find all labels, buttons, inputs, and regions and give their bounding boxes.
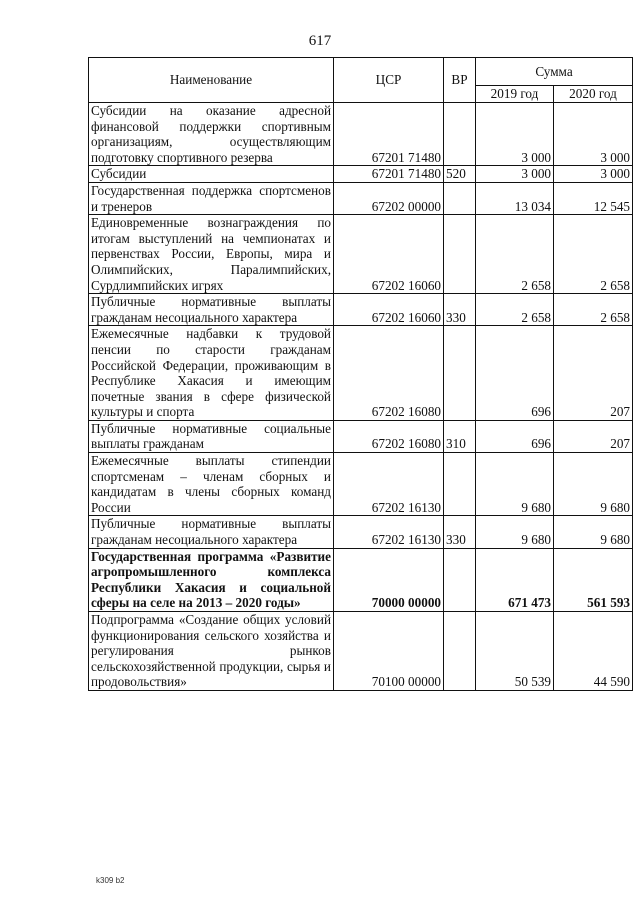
row-vr [444, 103, 476, 166]
row-name: Ежемесячные надбавки к трудовой пенсии по старости гражданам Российской Федерации, проживающим в Республике Хакасия и имеющим почетные звания в сфере физической культуры и спорта [89, 326, 334, 421]
row-sum-2019: 13 034 [476, 182, 554, 214]
row-csr: 70100 00000 [334, 612, 444, 691]
row-csr: 70000 00000 [334, 548, 444, 611]
table-row [89, 166, 633, 183]
row-sum-2019: 3 000 [476, 103, 554, 166]
row-vr [444, 215, 476, 294]
row-vr [444, 453, 476, 516]
row-name: Государственная программа «Развитие агропромышленного комплекса Республики Хакасия и социальной сферы на селе на 2013 – 2020 годы» [89, 548, 334, 611]
row-name: Публичные нормативные выплаты гражданам несоциального характера [89, 516, 334, 548]
row-vr [444, 326, 476, 421]
row-vr: 310 [444, 420, 476, 452]
table-row [89, 453, 633, 516]
row-sum-2019: 9 680 [476, 516, 554, 548]
row-csr: 67202 00000 [334, 182, 444, 214]
budget-table [88, 57, 633, 691]
row-csr: 67202 16080 [334, 326, 444, 421]
row-csr: 67202 16130 [334, 516, 444, 548]
row-sum-2020: 2 658 [554, 215, 633, 294]
row-csr: 67202 16080 [334, 420, 444, 452]
header-vr: ВР [444, 58, 476, 103]
table-row [89, 103, 633, 166]
table-row [89, 420, 633, 452]
row-sum-2020: 44 590 [554, 612, 633, 691]
row-name: Субсидии на оказание адресной финансовой поддержки спортивным организациям, осуществляющим подготовку спортивного резерва [89, 103, 334, 166]
header-year-2019: 2019 год [476, 86, 554, 103]
table-row [89, 215, 633, 294]
row-sum-2020: 3 000 [554, 166, 633, 183]
row-sum-2019: 3 000 [476, 166, 554, 183]
row-sum-2020: 3 000 [554, 103, 633, 166]
table-row [89, 516, 633, 548]
footer-code: k309 b2 [96, 876, 125, 885]
table-row [89, 548, 633, 611]
table-row [89, 612, 633, 691]
row-sum-2019: 2 658 [476, 294, 554, 326]
row-vr [444, 548, 476, 611]
row-sum-2020: 9 680 [554, 516, 633, 548]
table-row [89, 326, 633, 421]
row-name: Публичные нормативные социальные выплаты гражданам [89, 420, 334, 452]
row-sum-2019: 696 [476, 326, 554, 421]
page-number: 617 [308, 33, 332, 49]
row-sum-2020: 207 [554, 326, 633, 421]
row-name: Субсидии [89, 166, 334, 183]
row-vr [444, 182, 476, 214]
row-sum-2019: 9 680 [476, 453, 554, 516]
row-sum-2019: 50 539 [476, 612, 554, 691]
header-name: Наименование [89, 58, 334, 103]
row-sum-2019: 2 658 [476, 215, 554, 294]
row-vr [444, 612, 476, 691]
row-sum-2020: 207 [554, 420, 633, 452]
row-name: Подпрограмма «Создание общих условий функционирования сельского хозяйства и регулирования рынков сельскохозяйственной продукции, сырья и продовольствия» [89, 612, 334, 691]
row-sum-2019: 696 [476, 420, 554, 452]
row-name: Государственная поддержка спортсменов и тренеров [89, 182, 334, 214]
row-csr: 67201 71480 [334, 166, 444, 183]
table-row [89, 182, 633, 214]
table-row [89, 294, 633, 326]
row-sum-2020: 12 545 [554, 182, 633, 214]
row-csr: 67202 16060 [334, 215, 444, 294]
row-csr: 67201 71480 [334, 103, 444, 166]
row-vr: 330 [444, 294, 476, 326]
row-sum-2020: 2 658 [554, 294, 633, 326]
row-sum-2019: 671 473 [476, 548, 554, 611]
row-vr: 330 [444, 516, 476, 548]
header-sum: Сумма [476, 58, 633, 86]
header-csr: ЦСР [334, 58, 444, 103]
row-sum-2020: 561 593 [554, 548, 633, 611]
row-vr: 520 [444, 166, 476, 183]
row-csr: 67202 16130 [334, 453, 444, 516]
row-name: Единовременные вознаграждения по итогам выступлений на чемпионатах и первенствах России, Европы, мира и Олимпийских, Паралимпийских, Сурдлимпийских игрях [89, 215, 334, 294]
row-name: Ежемесячные выплаты стипендии спортсменам – членам сборных и кандидатам в члены сборных команд России [89, 453, 334, 516]
row-name: Публичные нормативные выплаты гражданам несоциального характера [89, 294, 334, 326]
row-csr: 67202 16060 [334, 294, 444, 326]
row-sum-2020: 9 680 [554, 453, 633, 516]
header-year-2020: 2020 год [554, 86, 633, 103]
